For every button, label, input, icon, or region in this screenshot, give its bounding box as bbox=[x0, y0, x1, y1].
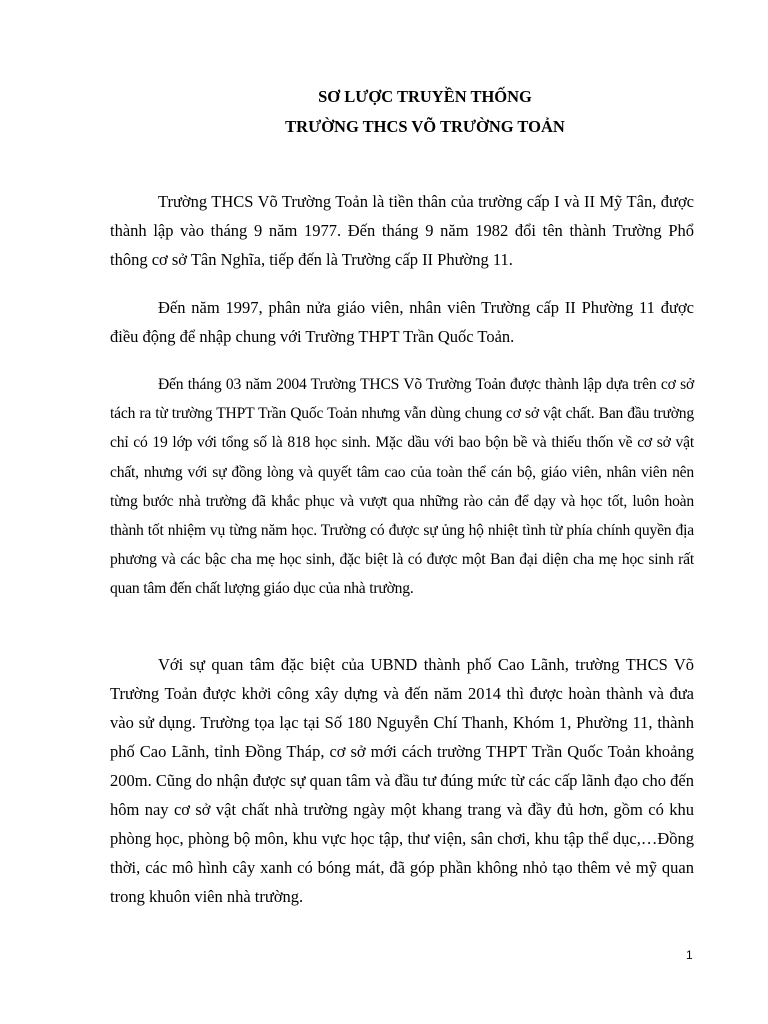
paragraph-history-origin: Trường THCS Võ Trường Toản là tiền thân của trường cấp I và II Mỹ Tân, được thành lập vào tháng 9 năm 1977. Đến tháng 9 năm 1982 đổi tên thành Trường Phổ thông cơ sở Tân Nghĩa, tiếp đến là Trường cấp II Phường 11. bbox=[110, 192, 694, 269]
page-number: 1 bbox=[686, 948, 693, 962]
paragraph-new-campus: Với sự quan tâm đặc biệt của UBND thành phố Cao Lãnh, trường THCS Võ Trường Toản được khởi công xây dựng và đến năm 2014 thì được hoàn thành và đưa vào sử dụng. Trường tọa lạc tại Số 180 Nguyễn Chí Thanh, Khóm 1, Phường 11, thành phố Cao Lãnh, tỉnh Đồng Tháp, cơ sở mới cách trường THPT Trần Quốc Toản khoảng 200m. Cũng do nhận được sự quan tâm và đầu tư đúng mức từ các cấp lãnh đạo cho đến hôm nay cơ sở vật chất nhà trường ngày một khang trang và đầy đủ hơn, gồm có khu phòng học, phòng bộ môn, khu vực học tập, thư viện, sân chơi, khu tập thể dục,…Đồng thời, các mô hình cây xanh có bóng mát, đã góp phần không nhỏ tạo thêm vẻ mỹ quan trong khuôn viên nhà trường. bbox=[110, 655, 694, 906]
document-title-line-1: SƠ LƯỢC TRUYỀN THỐNG bbox=[318, 87, 532, 106]
paragraph-2004-establishment: Đến tháng 03 năm 2004 Trường THCS Võ Trường Toản được thành lập dựa trên cơ sở tách ra từ trường THPT Trần Quốc Toản nhưng vẫn dùng chung cơ sở vật chất. Ban đầu trường chỉ có 19 lớp với tổng số là 818 học sinh. Mặc dầu với bao bộn bề và thiếu thốn về cơ sở vật chất, nhưng với sự đồng lòng và quyết tâm cao của toàn thể cán bộ, giáo viên, nhân viên nên từng bước nhà trường đã khắc phục và vượt qua những rào cản để dạy và học tốt, luôn hoàn thành tốt nhiệm vụ từng năm học. Trường có được sự ủng hộ nhiệt tình từ phía chính quyền địa phương và các bậc cha mẹ học sinh, đặc biệt là có được một Ban đại diện cha mẹ học sinh rất quan tâm đến chất lượng giáo dục của nhà trường. bbox=[110, 376, 694, 598]
document-title-line-2: TRƯỜNG THCS VÕ TRƯỜNG TOẢN bbox=[285, 117, 565, 136]
paragraph-1997-merge: Đến năm 1997, phân nửa giáo viên, nhân viên Trường cấp II Phường 11 được điều động để nhập chung với Trường THPT Trần Quốc Toản. bbox=[110, 298, 694, 346]
